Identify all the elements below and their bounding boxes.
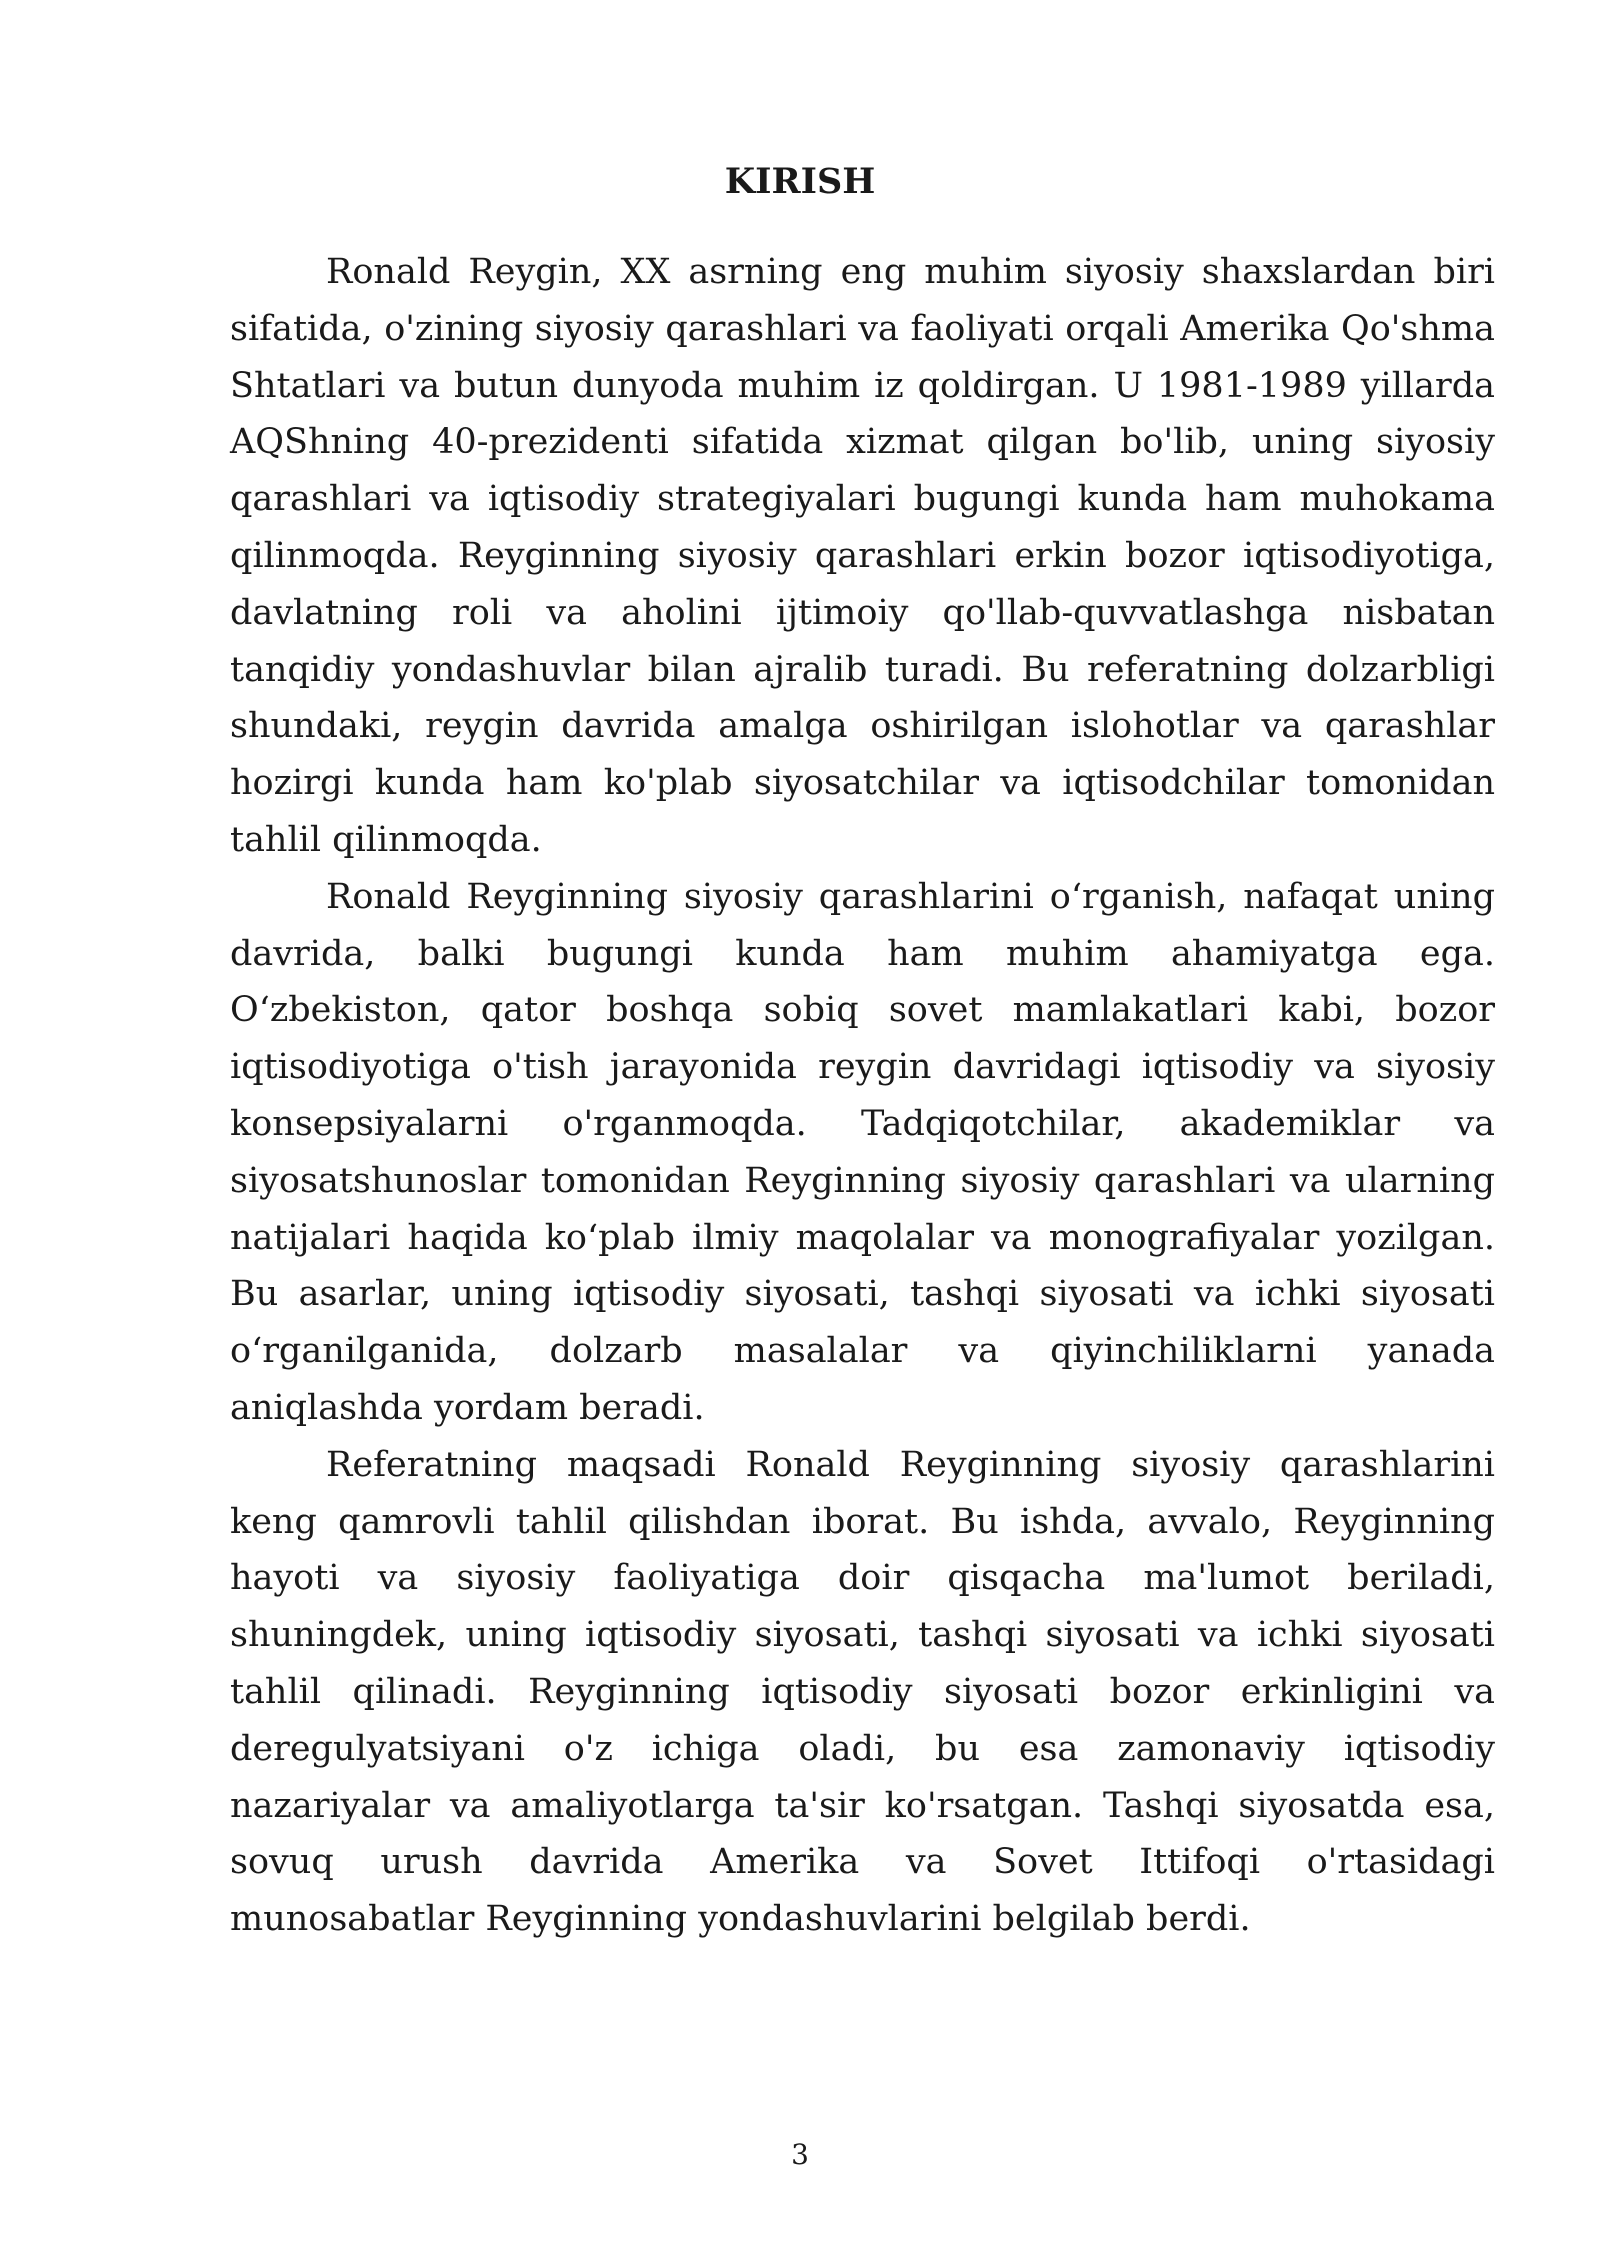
section-heading: KIRISH (724, 161, 876, 202)
paragraph-2: Ronald Reyginning siyosiy qarashlarini oʻrganish, nafaqat uning davrida, balki bugungi kunda ham muhim ahamiyatga ega. Oʻzbekiston, qator boshqa sobiq sovet mamlakatlari kabi, bozor iqtisodiyotiga o'tish jarayonida reygin davridagi iqtisodiy va siyosiy konsepsiyalarni o'rganmoqda. Tadqiqotchilar, akademiklar va siyosatshunoslar tomonidan Reyginning siyosiy qarashlari va ularning natijalari haqida koʻplab ilmiy maqolalar va monografiyalar yozilgan. Bu asarlar, uning iqtisodiy siyosati, tashqi siyosati va ichki siyosati oʻrganilganida, dolzarb masalalar va qiyinchiliklarni yanada aniqlashda yordam beradi. (230, 876, 1495, 1428)
paragraph-1: Ronald Reygin, XX asrning eng muhim siyosiy shaxslardan biri sifatida, o'zining siyosiy qarashlari va faoliyati orqali Amerika Qo'shma Shtatlari va butun dunyoda muhim iz qoldirgan. U 1981-1989 yillarda AQShning 40-prezidenti sifatida xizmat qilgan bo'lib, uning siyosiy qarashlari va iqtisodiy strategiyalari bugungi kunda ham muhokama qilinmoqda. Reyginning siyosiy qarashlari erkin bozor iqtisodiyotiga, davlatning roli va aholini ijtimoiy qo'llab-quvvatlashga nisbatan tanqidiy yondashuvlar bilan ajralib turadi. Bu referatning dolzarbligi shundaki, reygin davrida amalga oshirilgan islohotlar va qarashlar hozirgi kunda ham ko'plab siyosatchilar va iqtisodchilar tomonidan tahlil qilinmoqda. (230, 252, 1495, 860)
page-number: 3 (791, 2138, 809, 2171)
body-text (230, 244, 1495, 1948)
paragraph-3: Referatning maqsadi Ronald Reyginning siyosiy qarashlarini keng qamrovli tahlil qilishdan iborat. Bu ishda, avvalo, Reyginning hayoti va siyosiy faoliyatiga doir qisqacha ma'lumot beriladi, shuningdek, uning iqtisodiy siyosati, tashqi siyosati va ichki siyosati tahlil qilinadi. Reyginning iqtisodiy siyosati bozor erkinligini va deregulyatsiyani o'z ichiga oladi, bu esa zamonaviy iqtisodiy nazariyalar va amaliyotlarga ta'sir ko'rsatgan. Tashqi siyosatda esa, sovuq urush davrida Amerika va Sovet Ittifoqi o'rtasidagi munosabatlar Reyginning yondashuvlarini belgilab berdi. (230, 1444, 1495, 1940)
